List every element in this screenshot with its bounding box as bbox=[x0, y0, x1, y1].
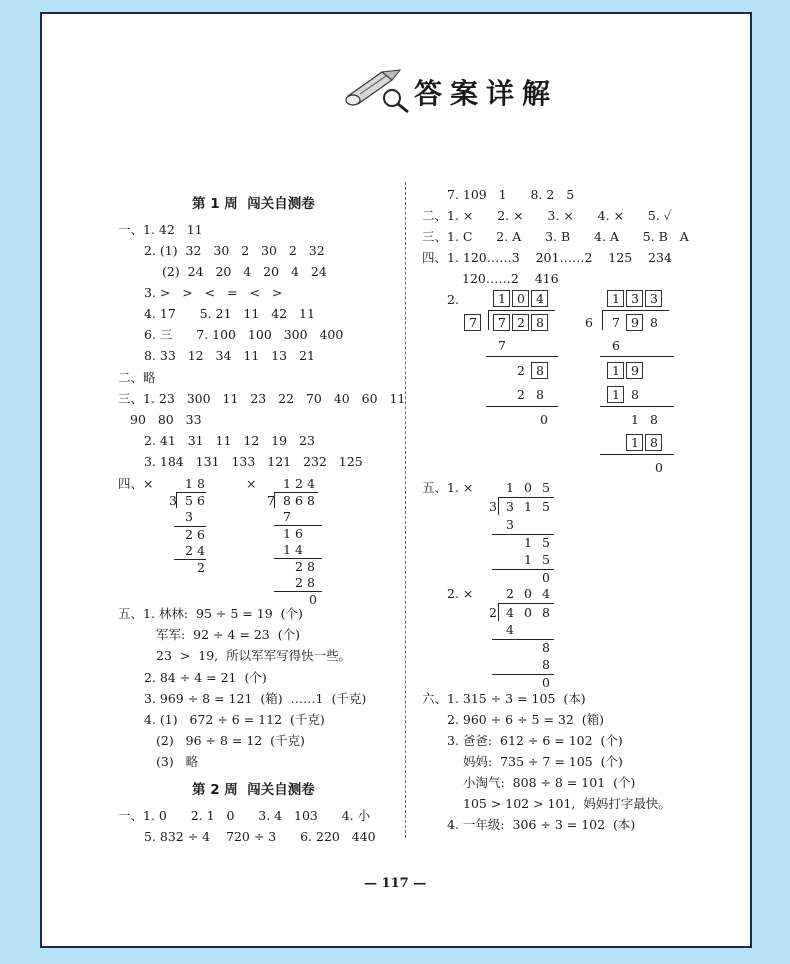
quotient-digit: 1 bbox=[498, 291, 506, 306]
remainder: 0 bbox=[542, 570, 550, 585]
quotient-digit: 4 bbox=[307, 476, 315, 491]
answer-line: (2) 24 20 4 20 4 24 bbox=[162, 264, 327, 279]
step-digit: 6 bbox=[612, 338, 620, 353]
answer-line: 3. 爸爸: 612 ÷ 6 = 102 (个) bbox=[447, 733, 623, 748]
answer-line: 7. 109 1 8. 2 5 bbox=[447, 187, 575, 202]
step-digit: 4 bbox=[295, 542, 303, 557]
quotient-digit: 1 bbox=[612, 291, 620, 306]
step-digit: 1 bbox=[631, 435, 639, 450]
divisor: 3 bbox=[169, 493, 177, 508]
quotient-digit: 2 bbox=[295, 476, 303, 491]
dividend-digit: 4 bbox=[506, 605, 514, 620]
remainder: 0 bbox=[309, 592, 317, 607]
answer-page bbox=[40, 12, 752, 948]
answer-line: 小淘气: 808 ÷ 8 = 101 (个) bbox=[463, 775, 636, 790]
dividend-digit: 8 bbox=[650, 315, 658, 330]
step-digit: 6 bbox=[197, 527, 205, 542]
answer-line: 3. > > < = < > bbox=[144, 285, 283, 300]
step-digit: 4 bbox=[506, 622, 514, 637]
step-digit: 2 bbox=[517, 387, 525, 402]
dividend-digit: 7 bbox=[612, 315, 620, 330]
step-digit: 3 bbox=[506, 517, 514, 532]
step-digit: 1 bbox=[283, 542, 291, 557]
answer-line: 4. 17 5. 21 11 42 11 bbox=[144, 306, 315, 321]
step-digit: 8 bbox=[650, 412, 658, 427]
step-digit: 7 bbox=[498, 338, 506, 353]
divisor: 6 bbox=[585, 315, 593, 330]
page-title: 答案详解 bbox=[414, 77, 559, 110]
quotient-digit: 0 bbox=[524, 480, 532, 495]
dividend-digit: 8 bbox=[307, 493, 315, 508]
step-digit: 8 bbox=[536, 387, 544, 402]
answer-line: 2. 41 31 11 12 19 23 bbox=[144, 433, 315, 448]
answer-line: 2. (1) 32 30 2 30 2 32 bbox=[144, 243, 325, 258]
divisor: 7 bbox=[267, 493, 275, 508]
step-digit: 8 bbox=[542, 640, 550, 655]
scroll-magnifier-icon bbox=[342, 66, 412, 114]
answer-line: 一、1. 0 2. 1 0 3. 4 103 4. 小 bbox=[118, 808, 371, 823]
quotient-digit: 5 bbox=[542, 480, 550, 495]
answer-line: 2. × bbox=[447, 586, 474, 601]
step-digit: 1 bbox=[524, 552, 532, 567]
divisor: 3 bbox=[489, 499, 497, 514]
answer-line: 三、1. 23 300 11 23 22 70 40 60 11 bbox=[118, 391, 406, 406]
dividend-digit: 7 bbox=[498, 315, 506, 330]
quotient-digit: 4 bbox=[536, 291, 544, 306]
answer-line: 4. 一年级: 306 ÷ 3 = 102 (本) bbox=[447, 817, 636, 832]
step-digit: 2 bbox=[517, 363, 525, 378]
answer-line: 三、1. C 2. A 3. B 4. A 5. B A bbox=[422, 229, 689, 244]
answer-line: 2. bbox=[447, 292, 459, 307]
step-digit: 1 bbox=[283, 526, 291, 541]
step-digit: 8 bbox=[631, 387, 639, 402]
quotient-digit: 3 bbox=[631, 291, 639, 306]
answer-line: 6. 三 7. 100 100 300 400 bbox=[144, 327, 344, 342]
dividend-digit: 0 bbox=[524, 605, 532, 620]
answer-line: 军军: 92 ÷ 4 = 23 (个) bbox=[156, 627, 300, 642]
dividend-digit: 2 bbox=[517, 315, 525, 330]
answer-line: 一、1. 42 11 bbox=[118, 222, 203, 237]
step-digit: 8 bbox=[650, 435, 658, 450]
page-number: — 117 — bbox=[364, 876, 427, 891]
step-digit: 3 bbox=[185, 509, 193, 524]
quotient-digit: 2 bbox=[506, 586, 514, 601]
quotient-digit: 1 bbox=[506, 480, 514, 495]
dividend-digit: 5 bbox=[542, 499, 550, 514]
step-digit: 1 bbox=[612, 363, 620, 378]
column-divider bbox=[405, 182, 406, 838]
answer-line: × bbox=[246, 476, 257, 491]
dividend-digit: 8 bbox=[283, 493, 291, 508]
step-digit: 7 bbox=[283, 509, 291, 524]
answer-line: 五、1. 林林: 95 ÷ 5 = 19 (个) bbox=[118, 606, 303, 621]
dividend-digit: 1 bbox=[524, 499, 532, 514]
step-digit: 1 bbox=[631, 412, 639, 427]
answer-line: 23 > 19, 所以军军写得快一些。 bbox=[156, 648, 352, 663]
step-digit: 6 bbox=[295, 526, 303, 541]
answer-line: 六、1. 315 ÷ 3 = 105 (本) bbox=[422, 691, 586, 706]
divisor: 7 bbox=[469, 315, 477, 330]
remainder: 0 bbox=[540, 412, 548, 427]
remainder: 0 bbox=[542, 675, 550, 690]
dividend-digit: 3 bbox=[506, 499, 514, 514]
answer-line: 妈妈: 735 ÷ 7 = 105 (个) bbox=[463, 754, 623, 769]
step-digit: 8 bbox=[307, 575, 315, 590]
dividend-digit: 9 bbox=[631, 315, 639, 330]
dividend-digit: 6 bbox=[295, 493, 303, 508]
answer-line: 五、1. × bbox=[422, 480, 474, 495]
step-digit: 2 bbox=[185, 527, 193, 542]
answer-line: 二、1. × 2. × 3. × 4. × 5. ✓ bbox=[422, 208, 672, 223]
answer-line: 4. (1) 672 ÷ 6 = 112 (千克) bbox=[144, 712, 325, 727]
step-digit: 2 bbox=[295, 559, 303, 574]
dividend-digit: 5 bbox=[185, 493, 193, 508]
answer-line: 3. 969 ÷ 8 = 121 (箱) ……1 (千克) bbox=[144, 691, 367, 706]
quotient-digit: 1 bbox=[185, 476, 193, 491]
quotient-digit: 0 bbox=[517, 291, 525, 306]
answer-line: 90 80 33 bbox=[130, 412, 202, 427]
answer-line: 120……2 416 bbox=[462, 271, 559, 286]
step-digit: 9 bbox=[631, 363, 639, 378]
step-digit: 2 bbox=[295, 575, 303, 590]
dividend-digit: 8 bbox=[536, 315, 544, 330]
quotient-digit: 8 bbox=[197, 476, 205, 491]
answer-line: 2. 960 ÷ 6 ÷ 5 = 32 (箱) bbox=[447, 712, 605, 727]
answer-line: 3. 184 131 133 121 232 125 bbox=[144, 454, 363, 469]
dividend-digit: 6 bbox=[197, 493, 205, 508]
step-digit: 1 bbox=[524, 535, 532, 550]
step-digit: 8 bbox=[542, 657, 550, 672]
page-header bbox=[342, 66, 572, 116]
quotient-digit: 0 bbox=[524, 586, 532, 601]
dividend-digit: 8 bbox=[542, 605, 550, 620]
divisor: 2 bbox=[489, 605, 497, 620]
quotient-digit: 4 bbox=[542, 586, 550, 601]
step-digit: 8 bbox=[536, 363, 544, 378]
answer-line: 四、1. 120……3 201……2 125 234 bbox=[422, 250, 672, 265]
answer-line: 2. 84 ÷ 4 = 21 (个) bbox=[144, 670, 267, 685]
step-digit: 4 bbox=[197, 543, 205, 558]
answer-line: 二、略 bbox=[118, 370, 156, 385]
quotient-digit: 3 bbox=[650, 291, 658, 306]
quotient-digit: 1 bbox=[283, 476, 291, 491]
week1-title: 第 1 周 闯关自测卷 bbox=[192, 196, 315, 212]
answer-line: 105 > 102 > 101, 妈妈打字最快。 bbox=[463, 796, 671, 811]
answer-line: 8. 33 12 34 11 13 21 bbox=[144, 348, 315, 363]
remainder: 2 bbox=[197, 560, 205, 575]
remainder: 0 bbox=[655, 460, 663, 475]
answer-line: 5. 832 ÷ 4 720 ÷ 3 6. 220 440 bbox=[144, 829, 376, 844]
step-digit: 2 bbox=[185, 543, 193, 558]
step-digit: 8 bbox=[307, 559, 315, 574]
answer-line: (2) 96 ÷ 8 = 12 (千克) bbox=[156, 733, 305, 748]
step-digit: 1 bbox=[612, 387, 620, 402]
answer-line: (3) 略 bbox=[156, 754, 199, 769]
week2-title: 第 2 周 闯关自测卷 bbox=[192, 782, 315, 798]
answer-line: 四、× bbox=[118, 476, 154, 491]
step-digit: 5 bbox=[542, 535, 550, 550]
step-digit: 5 bbox=[542, 552, 550, 567]
